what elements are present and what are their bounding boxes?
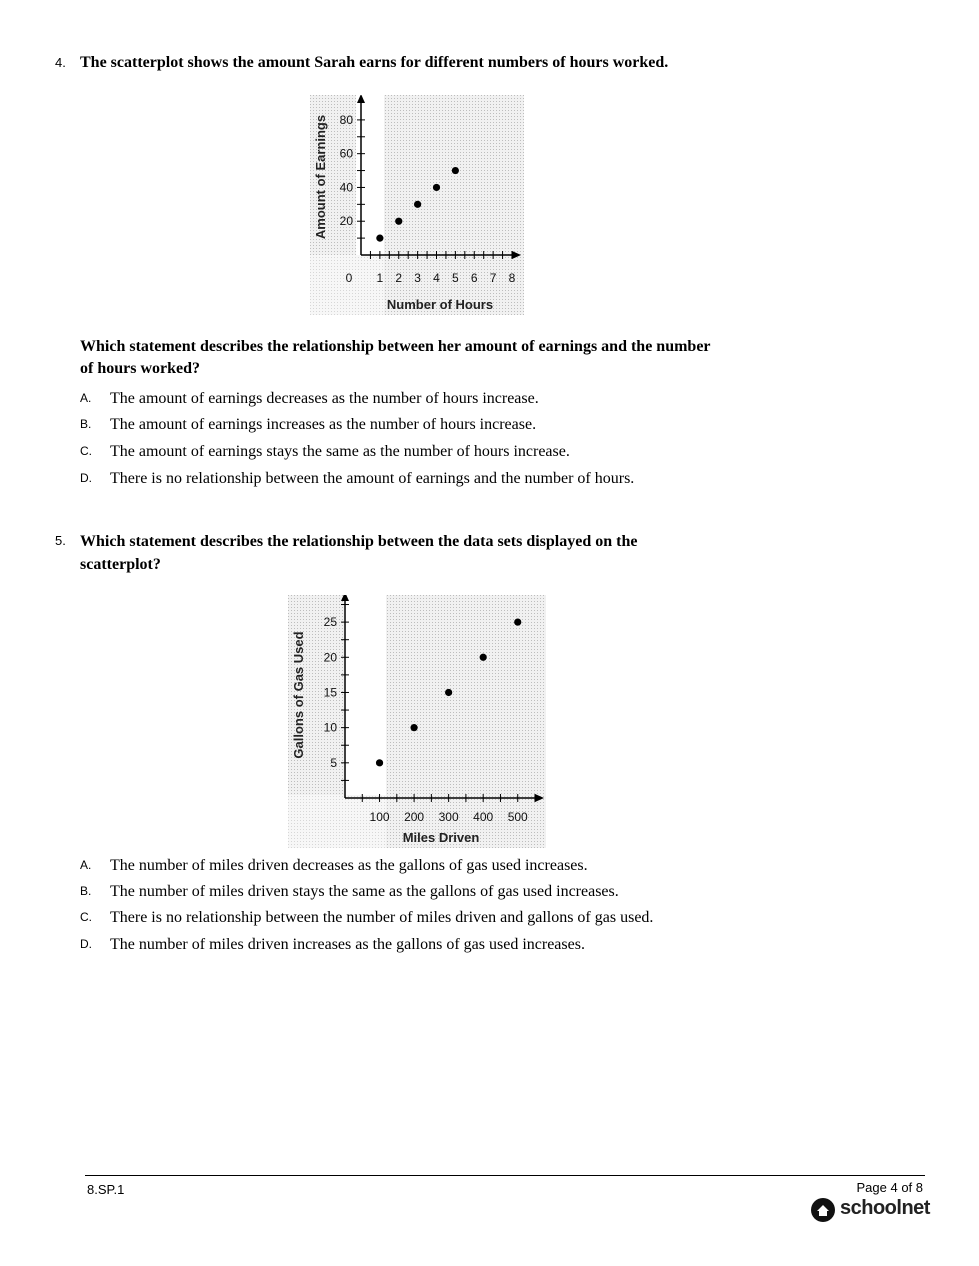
choice-text: There is no relationship between the amount of earnings and the number of hours. [110,470,635,487]
footer-standard: 8.SP.1 [87,1182,125,1197]
chart2-y-tick-label: 5 [330,755,337,770]
chart1-x-tick-label: 1 [376,271,384,285]
chart2-x-tick-label: 400 [473,810,494,824]
chart1-data-point [452,167,459,174]
chart1-x-tick-label: 6 [470,271,478,285]
chart2-y-tick-label: 25 [323,615,337,630]
choice-text: There is no relationship between the number of miles driven and gallons of gas used. [110,909,654,926]
chart2-y-axis-label: Gallons of Gas Used [291,631,306,759]
chart1-y-tick-label: 40 [339,180,353,195]
chart1-x-tick-label: 8 [508,271,516,285]
choice-text: The amount of earnings stays the same as the number of hours increase. [110,443,570,460]
chart2-x-tick-label: 200 [404,810,425,824]
choice-letter: B. [80,417,92,431]
question-5-prompt-line-1: Which statement describes the relationship between the data sets displayed on the [80,533,638,550]
choice-letter: D. [80,937,92,951]
choice-text: The number of miles driven decreases as the gallons of gas used increases. [110,857,588,874]
earnings-scatterplot [310,95,524,315]
chart1-x-tick-label: 5 [452,271,459,285]
choice-text: The number of miles driven increases as the gallons of gas used increases. [110,936,585,953]
chart2-data-point [514,619,521,626]
chart1-x-tick-label: 7 [489,271,497,285]
schoolnet-logo-icon [810,1197,836,1223]
chart1-x-tick-label: 3 [414,271,421,285]
schoolnet-logo [808,1197,930,1223]
chart2-x-tick-label: 500 [507,810,528,824]
chart1-y-tick-label: 80 [339,112,353,127]
footer-divider [85,1175,925,1176]
question-4-followup-line-1: Which statement describes the relationship between her amount of earnings and the number [80,338,711,355]
gas-scatterplot [288,595,546,848]
chart2-data-point [480,654,487,661]
question-4-prompt: The scatterplot shows the amount Sarah earns for different numbers of hours worked. [80,54,669,71]
choice-letter: D. [80,471,92,485]
chart2-y-tick-label: 15 [323,685,337,700]
chart1-data-point [376,235,383,242]
chart1-x-tick-label: 2 [395,271,403,285]
choice-letter: B. [80,884,92,898]
chart1-data-point [395,218,402,225]
choice-text: The amount of earnings increases as the number of hours increase. [110,416,537,433]
chart2-x-tick-label: 100 [369,810,390,824]
choice-letter: C. [80,910,92,924]
chart2-y-tick-label: 10 [323,720,337,735]
question-5-number: 5. [55,533,66,548]
chart1-y-tick-label: 20 [339,214,353,229]
chart2-data-point [410,724,417,731]
chart1-y-axis-label: Amount of Earnings [313,114,328,240]
chart2-x-axis-label: Miles Driven [402,830,480,845]
choice-letter: A. [80,391,92,405]
chart2-x-tick-label: 300 [438,810,459,824]
choice-text: The amount of earnings decreases as the number of hours increase. [110,390,539,407]
question-4-number: 4. [55,55,66,70]
chart1-y-tick-label: 60 [339,146,353,161]
choice-text: The number of miles driven stays the same as the gallons of gas used increases. [110,883,619,900]
question-5-prompt-line-2: scatterplot? [80,556,161,573]
question-4-followup-line-2: of hours worked? [80,360,201,377]
footer-page-number: Page 4 of 8 [856,1180,923,1195]
chart1-x-axis-label: Number of Hours [386,297,494,312]
chart2-y-tick-label: 20 [323,650,337,665]
chart1-x-tick-label: 4 [433,271,440,285]
chart1-origin-label: 0 [345,271,353,285]
chart1-data-point [433,184,440,191]
chart2-data-point [445,689,452,696]
schoolnet-wordmark: schoolnet [840,1197,930,1219]
choice-letter: A. [80,858,92,872]
chart2-data-point [376,759,383,766]
chart1-data-point [414,201,421,208]
choice-letter: C. [80,444,92,458]
